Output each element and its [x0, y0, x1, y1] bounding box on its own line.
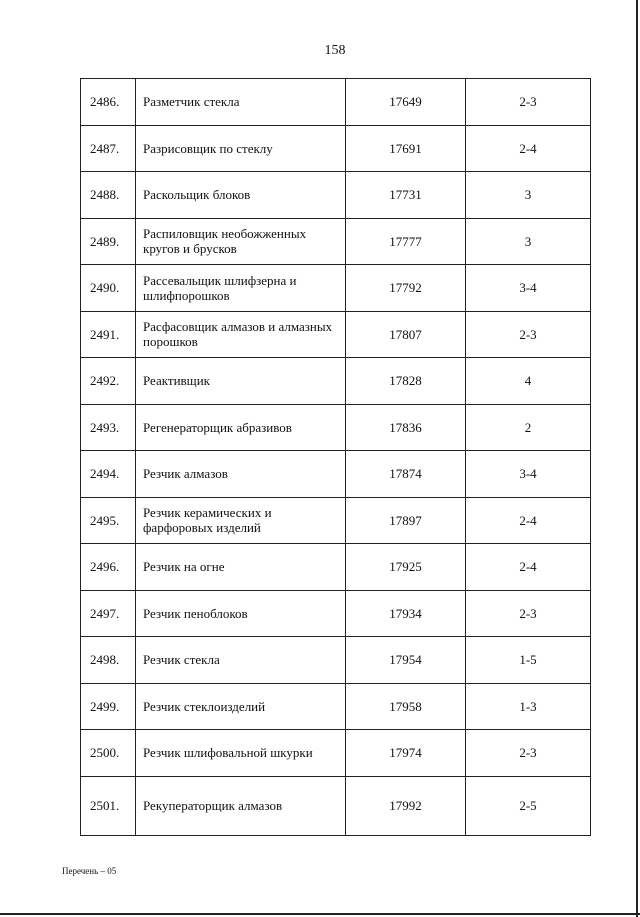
row-number: 2489. — [81, 218, 136, 265]
row-number: 2488. — [81, 172, 136, 219]
profession-code: 17897 — [346, 497, 466, 544]
profession-name: Резчик пеноблоков — [136, 590, 346, 637]
row-number: 2487. — [81, 125, 136, 172]
profession-name: Резчик керамических и фарфоровых изделий — [136, 497, 346, 544]
row-number: 2500. — [81, 730, 136, 777]
profession-name: Рекуператорщик алмазов — [136, 776, 346, 835]
profession-name: Разрисовщик по стеклу — [136, 125, 346, 172]
table-row — [81, 265, 591, 312]
grade-range: 3-4 — [466, 265, 591, 312]
grade-range: 3 — [466, 218, 591, 265]
profession-code: 17828 — [346, 358, 466, 405]
grade-range: 2-3 — [466, 79, 591, 126]
profession-name: Резчик алмазов — [136, 451, 346, 498]
row-number: 2496. — [81, 544, 136, 591]
profession-name: Реактивщик — [136, 358, 346, 405]
grade-range: 4 — [466, 358, 591, 405]
table-row — [81, 172, 591, 219]
table-row — [81, 637, 591, 684]
grade-range: 2-5 — [466, 776, 591, 835]
grade-range: 3-4 — [466, 451, 591, 498]
table-row — [81, 451, 591, 498]
profession-code: 17836 — [346, 404, 466, 451]
page-border-right — [636, 0, 638, 917]
profession-table — [80, 78, 591, 836]
profession-code: 17954 — [346, 637, 466, 684]
page-border-bottom — [0, 913, 640, 915]
profession-code: 17807 — [346, 311, 466, 358]
profession-code: 17925 — [346, 544, 466, 591]
profession-code: 17649 — [346, 79, 466, 126]
profession-code: 17874 — [346, 451, 466, 498]
profession-name: Регенераторщик абразивов — [136, 404, 346, 451]
profession-name: Резчик на огне — [136, 544, 346, 591]
table-row — [81, 125, 591, 172]
table-row — [81, 358, 591, 405]
table-row — [81, 683, 591, 730]
row-number: 2499. — [81, 683, 136, 730]
row-number: 2501. — [81, 776, 136, 835]
grade-range: 2 — [466, 404, 591, 451]
profession-name: Резчик стекла — [136, 637, 346, 684]
grade-range: 2-4 — [466, 544, 591, 591]
row-number: 2492. — [81, 358, 136, 405]
row-number: 2490. — [81, 265, 136, 312]
table-row — [81, 776, 591, 835]
table-row — [81, 544, 591, 591]
table-row — [81, 730, 591, 777]
profession-code: 17992 — [346, 776, 466, 835]
profession-code: 17934 — [346, 590, 466, 637]
row-number: 2498. — [81, 637, 136, 684]
profession-code: 17974 — [346, 730, 466, 777]
grade-range: 2-3 — [466, 590, 591, 637]
profession-code: 17731 — [346, 172, 466, 219]
profession-name: Разметчик стекла — [136, 79, 346, 126]
profession-name: Расфасовщик алмазов и алмазных порошков — [136, 311, 346, 358]
profession-name: Раскольщик блоков — [136, 172, 346, 219]
grade-range: 1-5 — [466, 637, 591, 684]
profession-code: 17958 — [346, 683, 466, 730]
row-number: 2493. — [81, 404, 136, 451]
page-number: 158 — [324, 43, 346, 58]
grade-range: 2-4 — [466, 497, 591, 544]
profession-name: Резчик стеклоизделий — [136, 683, 346, 730]
table-row — [81, 497, 591, 544]
profession-code: 17792 — [346, 265, 466, 312]
profession-name: Рассевальщик шлифзерна и шлифпорошков — [136, 265, 346, 312]
profession-name: Резчик шлифовальной шкурки — [136, 730, 346, 777]
table-row — [81, 311, 591, 358]
grade-range: 2-3 — [466, 730, 591, 777]
row-number: 2491. — [81, 311, 136, 358]
grade-range: 1-3 — [466, 683, 591, 730]
footer-note: Перечень – 05 — [62, 866, 117, 876]
row-number: 2497. — [81, 590, 136, 637]
row-number: 2494. — [81, 451, 136, 498]
row-number: 2486. — [81, 79, 136, 126]
grade-range: 2-3 — [466, 311, 591, 358]
table-row — [81, 218, 591, 265]
grade-range: 2-4 — [466, 125, 591, 172]
table-row — [81, 79, 591, 126]
table-row — [81, 404, 591, 451]
profession-code: 17691 — [346, 125, 466, 172]
profession-code: 17777 — [346, 218, 466, 265]
profession-name: Распиловщик необожженных кругов и брусков — [136, 218, 346, 265]
row-number: 2495. — [81, 497, 136, 544]
table-row — [81, 590, 591, 637]
grade-range: 3 — [466, 172, 591, 219]
